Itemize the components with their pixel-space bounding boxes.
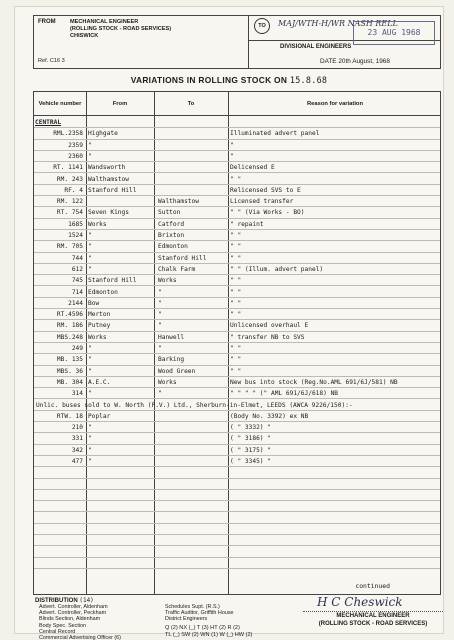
cell-reason: " " (Illum. advert panel): [230, 265, 324, 273]
table-row: [34, 241, 440, 252]
cell-from: ": [88, 141, 92, 149]
table-row: [34, 140, 440, 151]
cell-reason: " ": [230, 254, 242, 262]
distribution-item: Advert. Controller, Peckham: [39, 610, 107, 617]
continued-note: continued: [355, 582, 390, 590]
cell-from: ": [88, 265, 92, 273]
table-row: [34, 309, 440, 320]
cell-from: Stanford Hill: [88, 186, 137, 194]
table-row: [34, 433, 440, 444]
table-row: [34, 377, 440, 388]
table-row: [34, 546, 440, 557]
from-line: MECHANICAL ENGINEER: [70, 19, 139, 25]
cell-from: ": [88, 390, 92, 398]
cell-from: A.E.C.: [88, 378, 111, 386]
code-line: TL (_) SW (2) WN (1) W (_) HW (2): [165, 631, 253, 638]
cell-reason: Illuminated advert panel: [230, 130, 320, 138]
table-row: [34, 411, 440, 422]
col-reason: Reason for variation: [306, 100, 364, 107]
cell-vehicle: 744: [71, 254, 83, 262]
table-row: [34, 467, 440, 478]
cell-vehicle: RT.4596: [56, 311, 83, 319]
cell-from: Putney: [88, 322, 111, 330]
cell-reason: " ": [230, 356, 242, 364]
table-row: [34, 253, 440, 264]
signoff-block: [303, 611, 443, 628]
distribution-item: Schedules Supt. (R.S.): [165, 604, 220, 610]
cell-from: ": [88, 446, 92, 454]
col-vehicle: Vehicle number: [38, 100, 82, 107]
cell-reason: Relicensed SVS to E: [230, 186, 301, 194]
cell-vehicle: RT. 1141: [53, 164, 83, 172]
table-row: [34, 366, 440, 377]
from-address: [70, 19, 171, 40]
row-note: Unlic. buses sold to W. North (P.V.) Ltd., Sherburn-in-Elmet, LEEDS (AWCA 9226/150):-: [36, 401, 353, 409]
cell-reason: " repaint: [230, 220, 264, 228]
cell-to: Stanford Hill: [158, 254, 207, 262]
title-date: 15.8.68: [289, 75, 328, 85]
table-row: [34, 264, 440, 275]
cell-from: ": [88, 424, 92, 432]
cell-from: Walthamstow: [88, 175, 129, 183]
cell-vehicle: 745: [71, 277, 83, 285]
cell-reason: " ": [230, 232, 242, 239]
header-divider: [248, 16, 249, 68]
distribution-item: Advert. Controller, Aldenham: [39, 604, 108, 610]
cell-from: Wandsworth: [88, 164, 126, 172]
cell-reason: " ": [230, 243, 242, 251]
signature: H C Cheswick: [317, 595, 403, 609]
cell-reason: " ": [230, 277, 242, 285]
cell-reason: New bus into stock (Reg.No.AML 691/6J/581) NB: [230, 378, 398, 386]
section-heading: CENTRAL: [35, 119, 62, 126]
cell-to: ": [158, 299, 162, 307]
distribution-item: Commercial Advertising Officer (6): [39, 635, 121, 640]
distribution-item: Traffic Auditor, Griffith House: [165, 610, 234, 617]
cell-vehicle: RT. 754: [56, 209, 83, 217]
cell-from: ": [88, 254, 92, 262]
cell-to: Barking: [158, 356, 185, 364]
cell-from: Stanford Hill: [88, 277, 137, 285]
table-row: [34, 117, 440, 128]
cell-vehicle: MBS.248: [56, 333, 83, 341]
table-row: [34, 320, 440, 331]
cell-to: Edmonton: [158, 243, 188, 251]
cell-reason: " transfer NB to SVS: [230, 333, 305, 341]
cell-vehicle: MB. 135: [56, 356, 83, 364]
distribution-item: Blinds Section, Aldenham: [39, 616, 101, 623]
table-row: [34, 354, 440, 365]
from-label: FROM: [38, 19, 56, 25]
cell-vehicle: MB. 304: [56, 378, 83, 386]
table-row: [34, 535, 440, 546]
cell-reason: " ": [230, 175, 242, 183]
cell-vehicle: 2144: [68, 299, 83, 307]
cell-vehicle: RM. 243: [56, 175, 83, 183]
cell-to: Brixton: [158, 232, 185, 239]
from-line: CHISWICK: [70, 33, 99, 39]
table-row: [34, 174, 440, 185]
table-row: [34, 287, 440, 298]
cell-reason: ( " 3186) ": [230, 435, 271, 443]
signoff-line: MECHANICAL ENGINEER: [336, 613, 410, 619]
cell-vehicle: 477: [71, 458, 83, 465]
table-row: [34, 196, 440, 207]
cell-from: ": [88, 458, 92, 465]
cell-vehicle: 314: [71, 390, 83, 398]
cell-from: ": [88, 152, 92, 160]
cell-from: ": [88, 435, 92, 443]
cell-to: Wood Green: [158, 367, 196, 375]
cell-reason: ": [230, 141, 234, 149]
cell-to: ": [158, 288, 162, 296]
cell-vehicle: 2359: [68, 141, 83, 149]
cell-from: Merton: [88, 311, 111, 319]
distribution-item: Central Record: [39, 628, 76, 635]
cell-reason: " ": [230, 299, 242, 307]
cell-to: Works: [158, 378, 177, 386]
document-page: [14, 6, 444, 640]
cell-from: ": [88, 232, 92, 239]
cell-vehicle: 342: [71, 446, 83, 454]
cell-reason: " " (Via Works - BO): [230, 209, 305, 217]
cell-reason: " ": [230, 345, 242, 352]
document-date: DATE 20th August, 1968: [320, 58, 390, 65]
table-row: [34, 298, 440, 309]
distribution-codes: [165, 625, 252, 638]
received-stamp: 23 AUG 1968: [353, 21, 435, 45]
cell-from: ": [88, 243, 92, 251]
title-text: VARIATIONS IN ROLLING STOCK ON: [130, 75, 288, 85]
table-header: [34, 92, 440, 116]
distribution-item: District Engineers: [165, 616, 208, 623]
table-row: [34, 501, 440, 512]
cell-vehicle: 331: [71, 435, 83, 443]
cell-vehicle: MBS. 36: [56, 367, 83, 375]
cell-vehicle: 210: [71, 424, 83, 432]
cell-from: Poplar: [88, 412, 111, 420]
table-row: [34, 219, 440, 230]
cell-from: ": [88, 367, 92, 375]
cell-from: Seven Kings: [88, 209, 129, 217]
cell-vehicle: RM. 186: [56, 322, 83, 330]
table-row: [34, 230, 440, 241]
cell-vehicle: 1685: [68, 220, 83, 228]
cell-from: ": [88, 356, 92, 364]
cell-vehicle: 1524: [68, 232, 83, 239]
code-line: Q (2) NX (_) T (3) HT (2) R (2): [165, 625, 240, 631]
cell-to: Catford: [158, 220, 185, 228]
cell-from: Highgate: [88, 130, 118, 138]
cell-to: Sutton: [158, 209, 181, 217]
table-row: [34, 343, 440, 354]
page-title: [15, 75, 443, 85]
cell-to: Chalk Farm: [158, 265, 196, 273]
signoff-line: (ROLLING STOCK - ROAD SERVICES): [318, 621, 428, 627]
cell-from: ": [88, 345, 92, 352]
reference-number: Ref. C16 3: [38, 58, 65, 64]
from-line: (ROLLING STOCK - ROAD SERVICES): [70, 26, 172, 32]
cell-reason: ( " 3175) ": [230, 446, 271, 454]
cell-vehicle: RTW. 18: [56, 412, 83, 420]
cell-vehicle: 612: [71, 265, 83, 273]
distribution-label: DISTRIBUTION: [35, 598, 78, 604]
cell-reason: " " " " (" AML 691/6J/618) NB: [230, 390, 339, 398]
cell-vehicle: RF. 4: [64, 186, 83, 194]
handwritten-note: MAJ/WTH-H/WR NASH RELL: [278, 19, 398, 28]
table-row: [34, 332, 440, 343]
cell-vehicle: RM. 705: [56, 243, 83, 251]
cell-vehicle: 249: [71, 345, 83, 352]
table-row: [34, 558, 440, 569]
variations-table: [33, 91, 441, 595]
table-row: [34, 456, 440, 467]
cell-from: Bow: [88, 299, 100, 307]
col-from: From: [112, 100, 128, 107]
cell-to: ": [158, 311, 162, 319]
table-row: [34, 162, 440, 173]
table-row: [34, 513, 440, 524]
cell-vehicle: RM. 122: [56, 198, 83, 206]
cell-from: Edmonton: [88, 288, 118, 296]
table-row: [34, 445, 440, 456]
cell-to: ": [158, 390, 162, 398]
col-to: To: [187, 100, 195, 107]
distribution-title: [35, 597, 94, 604]
cell-from: Works: [88, 220, 107, 228]
to-recipient: DIVISIONAL ENGINEERS: [280, 44, 352, 50]
distribution-count: (14): [79, 597, 94, 604]
cell-vehicle: 2360: [68, 152, 83, 160]
table-row: [34, 151, 440, 162]
cell-vehicle: RML.2358: [53, 130, 83, 138]
cell-to: Walthamstow: [158, 198, 199, 206]
distribution-item: Body Spec. Section: [39, 622, 87, 629]
cell-from: Works: [88, 333, 107, 341]
table-row: [34, 524, 440, 535]
to-label: TO: [254, 18, 270, 34]
table-row: [34, 422, 440, 433]
table-row: [34, 128, 440, 139]
cell-to: ": [158, 345, 162, 352]
cell-reason: " ": [230, 311, 242, 319]
cell-reason: Unlicensed overhaul E: [230, 322, 309, 330]
cell-reason: ( " 3345) ": [230, 458, 271, 465]
cell-to: ": [158, 322, 162, 330]
table-row: [34, 185, 440, 196]
cell-to: Hanwell: [158, 333, 185, 341]
cell-vehicle: 714: [71, 288, 83, 296]
cell-reason: Licensed transfer: [230, 198, 294, 206]
cell-reason: " ": [230, 288, 242, 296]
cell-reason: (Body No. 3392) ex NB: [230, 412, 309, 420]
cell-reason: ": [230, 152, 234, 160]
cell-to: Works: [158, 277, 177, 285]
cell-reason: ( " 3332) ": [230, 424, 271, 432]
table-row: [34, 207, 440, 218]
cell-reason: " ": [230, 367, 242, 375]
distribution-list-right: [165, 604, 234, 623]
table-row: [34, 479, 440, 490]
table-row: [34, 400, 440, 411]
distribution-list-left: [39, 604, 121, 640]
table-row: [34, 388, 440, 399]
table-row: [34, 490, 440, 501]
cell-reason: Delicensed E: [230, 164, 275, 172]
table-row: [34, 275, 440, 286]
